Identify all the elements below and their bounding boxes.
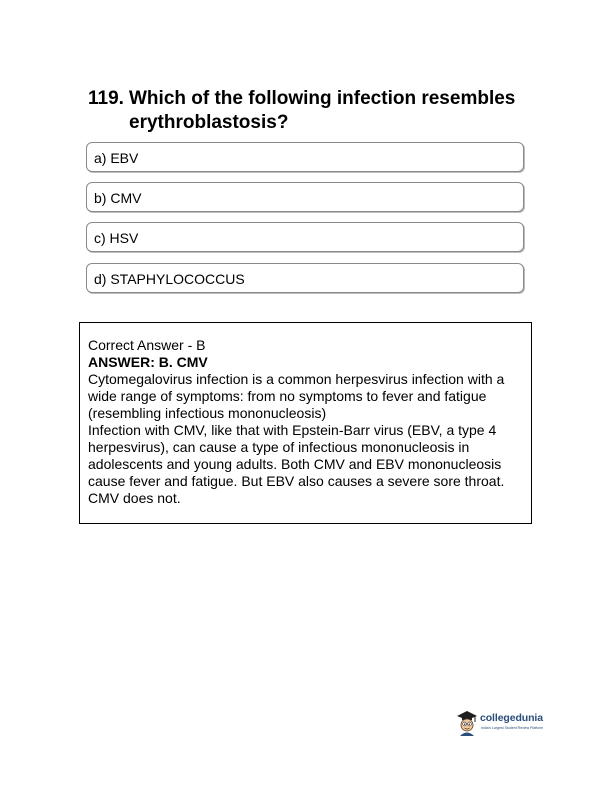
option-a[interactable]: a) EBV <box>86 142 524 172</box>
collegedunia-logo <box>456 708 564 738</box>
option-b[interactable]: b) CMV <box>86 182 524 212</box>
question-heading <box>88 87 528 135</box>
explanation-paragraph: Infection with CMV, like that with Epstein-Barr virus (EBV, a type 4 herpesvirus), can cause a type of infectious mononucleosis in adolescents and young adults. Both CMV and EBV mononucleosis cause fever and fatigue. But EBV also causes a severe sore throat. CMV does not. <box>88 422 505 506</box>
option-c[interactable]: c) HSV <box>86 222 524 252</box>
correct-answer-line: Correct Answer - B <box>88 337 206 353</box>
graduate-mascot-icon <box>456 710 478 736</box>
question-text: Which of the following infection resembles erythroblastosis? <box>129 88 516 133</box>
logo-brand-text: collegedunia <box>480 712 543 724</box>
logo-tagline: India's Largest Student Review Platform <box>481 726 544 730</box>
answer-explanation-box <box>79 322 532 524</box>
option-d[interactable]: d) STAPHYLOCOCCUS <box>86 263 524 293</box>
answer-heading: ANSWER: B. CMV <box>88 354 208 370</box>
explanation-paragraph: Cytomegalovirus infection is a common herpesvirus infection with a wide range of symptoms: from no symptoms to fever and fatigue (resembling infectious mononucleosis) <box>88 371 505 421</box>
question-number: 119. <box>88 88 124 109</box>
